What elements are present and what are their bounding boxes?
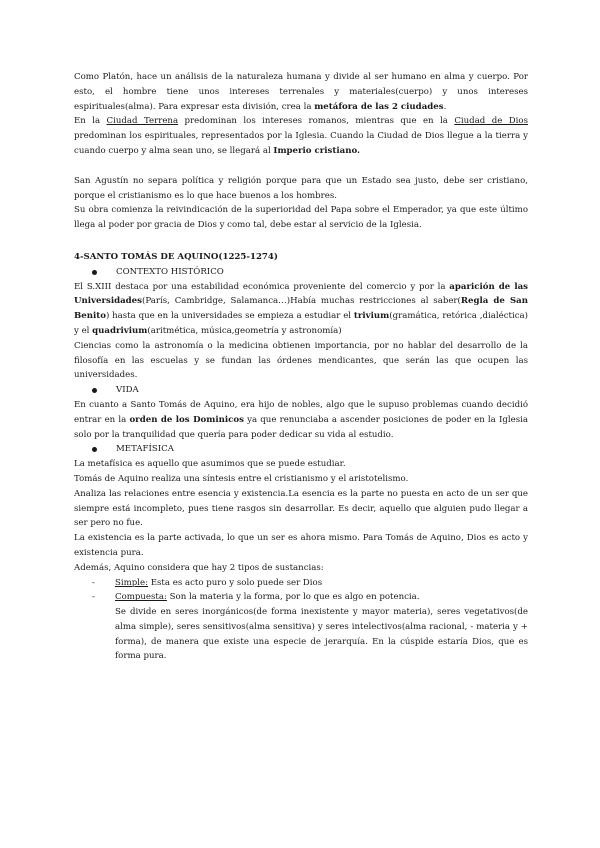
paragraph-metafisica-2: Tomás de Aquino realiza una síntesis entre el cristianismo y el aristotelismo. [74,473,409,484]
bullet-contexto: CONTEXTO HISTÓRICO [74,265,528,280]
paragraph-platon: Como Platón, hace un análisis de la naturaleza humana y divide al ser humano en alma y cuerpo. Por esto, el hombre tiene unos intereses terrenales y materiales(cuerpo) y unos intereses espirituales(alma). Para expresar esta división, crea la metáfora de las 2 ciudades. [74,72,528,112]
underline-ciudad-terrena: Ciudad Terrena [106,116,179,127]
list-item-compuesta: - Compuesta: Son la materia y la forma, por lo que es algo en potencia. [92,592,420,603]
paragraph-metafisica-5: Además, Aquino considera que hay 2 tipos de sustancias: [74,562,324,573]
paragraph-metafisica-4: La existencia es la parte activada, lo que un ser es ahora mismo. Para Tomás de Aquino, Dios es acto y existencia pura. [74,533,528,558]
bullet-vida: VIDA [74,383,528,398]
paragraph-ciudades: En la Ciudad Terrena predominan los intereses romanos, mientras que en la Ciudad de Dios predominan los espirituales, representados por la Iglesia. Cuando la Ciudad de Dios llegue a la tierra y cuando cuerpo y alma sean uno, se llegará al Imperio cristiano. [74,116,528,156]
paragraph-papa-emperador: Su obra comienza la reivindicación de la superioridad del Papa sobre el Emperador, ya que este último llega al poder por gracia de Dios y como tal, debe estar al servicio de la Iglesia. [74,205,528,231]
paragraph-vida: En cuanto a Santo Tomás de Aquino, era hijo de nobles, algo que le supuso problemas cuando decidió entrar en la orden de los Dominicos ya que renunciaba a ascender posiciones de poder en la Iglesia solo por la tranquilidad que quería para poder dedicar su vida al estudio. [74,399,528,440]
bullet-metafisica: METAFÍSICA [74,442,528,457]
bullet-dot-icon [92,388,97,393]
paragraph-metafisica-1: La metafísica es aquello que asumimos que se puede estudiar. [74,459,346,470]
paragraph-contexto: El S.XIII destaca por una estabilidad económica proveniente del comercio y por la aparición de las Universidades(París, Cambridge, Salamanca…)Había muchas restricciones al saber(Regla de San Benito) hasta que en la universidades se empieza a estudiar el trivium(gramática, retórica ,dialéctica) y el quadrivium(aritmética, música,geometría y astronomía) [74,281,528,336]
paragraph-metafisica-3: Analiza las relaciones entre esencia y existencia.La esencia es la parte no puesta en acto de un ser que siempre está incompleto, pues tiene rasgos sin desarrollar. Es decir, aquello que alguien pudo llegar a ser pero no fue. [74,488,528,529]
bullet-dot-icon [92,447,97,452]
paragraph-ciencias: Ciencias como la astronomía o la medicina obtienen importancia, por no hablar del desarrollo de la filosofía en las escuelas y se fundan las órdenes mendicantes, que serán las que ocupen las universidades. [74,340,528,381]
list-item-simple: - Simple: Esta es acto puro y solo puede ser Dios [92,577,323,588]
bullet-dot-icon [92,270,97,275]
paragraph-politica-religion: San Agustín no separa política y religión porque para que un Estado sea justo, debe ser cristiano, porque el cristianismo es lo que hace buenos a los hombres. [74,175,528,201]
paragraph-compuesta-detail: Se divide en seres inorgánicos(de forma inexistente y mayor materia), seres vegetativos(de alma simple), seres sensitivos(alma sensitiva) y seres intelectivos(alma racional, - materia y + forma), de manera que existe una especie de jerarquía. En la cúspide estaría Dios, que es forma pura. [115,607,528,662]
bold-metafora: metáfora de las 2 ciudades [314,101,444,112]
section-heading: 4-SANTO TOMÁS DE AQUINO(1225-1274) [74,251,278,262]
bold-imperio-cristiano: Imperio cristiano. [273,145,361,156]
underline-ciudad-de-dios: Ciudad de Dios [454,116,528,127]
